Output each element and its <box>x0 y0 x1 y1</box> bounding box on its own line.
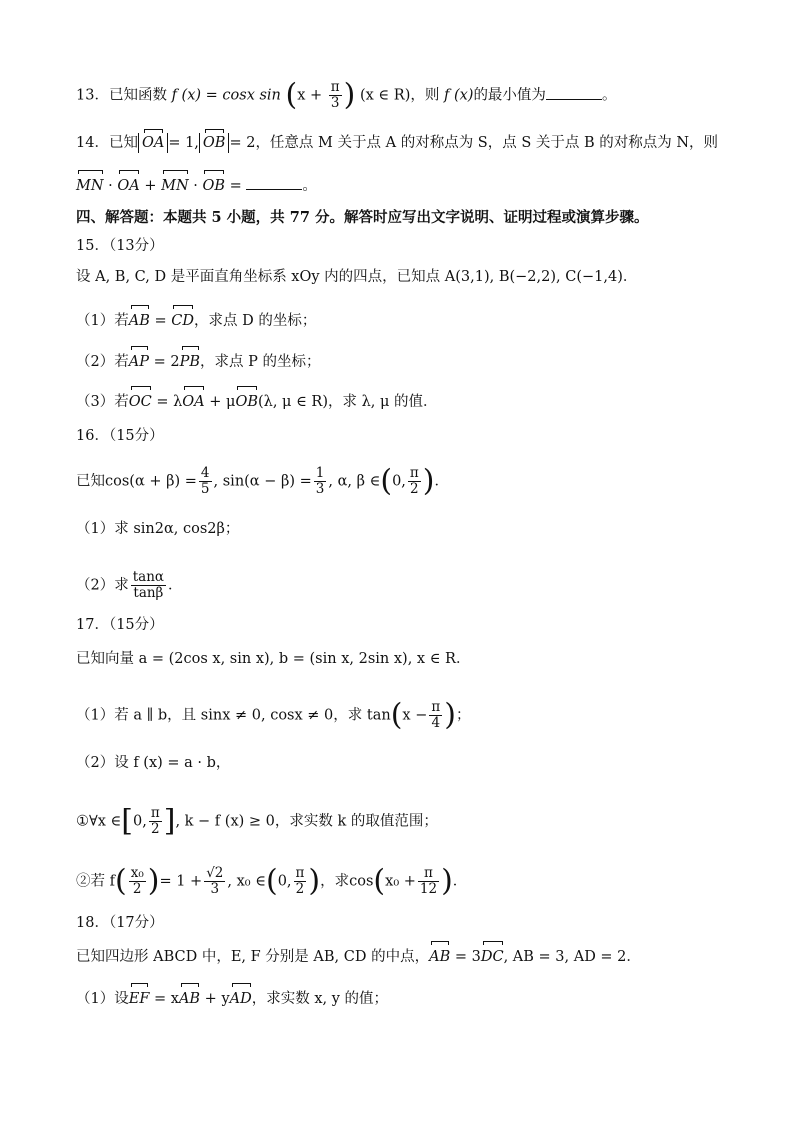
q18-p1-prefix: （1）设 <box>76 991 129 1007</box>
paren-open: ( <box>285 77 298 113</box>
plus: + μ <box>204 394 236 410</box>
eq: = <box>149 313 172 329</box>
q17-cond2 <box>76 863 754 899</box>
vec-ef: EF <box>129 988 150 1010</box>
q17-c2-dom: , x₀ ∈ <box>227 873 266 890</box>
q18-header-text: 18．（17分） <box>76 915 164 931</box>
paren-close: ) <box>343 77 356 113</box>
q16-part1 <box>76 518 754 540</box>
eq: = λ <box>151 394 183 410</box>
q14-eq2: = 2 <box>229 135 256 151</box>
vec-mn: MN <box>161 175 189 197</box>
end: ． <box>168 577 183 594</box>
vec-ap: AP <box>129 351 149 373</box>
frac: $\frac{\pi}{2}$ <box>295 865 305 897</box>
paren-close: ) <box>441 863 453 899</box>
q15-p3-cond: (λ, μ ∈ R) <box>257 394 328 410</box>
vec-dc: DC <box>481 946 504 968</box>
vec-ob: OB <box>202 135 226 151</box>
plus: + <box>139 178 162 194</box>
q18-header <box>76 912 754 934</box>
vec-mn: MN <box>76 175 104 197</box>
q17-header-text: 17．（15分） <box>76 617 164 633</box>
vec-pb: PB <box>180 351 200 373</box>
q17-p2-text: （2）设 f (x) = a · b， <box>76 755 231 771</box>
vec-ob: OB <box>235 391 258 413</box>
q15-p1-suffix: ，求点 D 的坐标； <box>193 313 317 329</box>
q18-intro-a: 已知四边形 ABCD 中，E, F 分别是 AB, CD 的中点， <box>76 949 430 965</box>
frac: $\frac{\pi}{2}$ <box>409 465 419 497</box>
q16-header <box>76 425 754 447</box>
q14-eq1: = 1, <box>168 135 199 151</box>
dot: · <box>103 178 118 194</box>
q15-header <box>76 235 754 257</box>
q16-intro <box>76 463 754 499</box>
q14-line2 <box>76 175 754 197</box>
bracket-close: ] <box>163 803 176 839</box>
paren-open: ( <box>373 863 386 899</box>
q15-intro <box>76 266 754 288</box>
frac: $\frac{√2}{3}$ <box>206 865 224 897</box>
q17-c1-suffix: , k − f (x) ≥ 0，求实数 k 的取值范围； <box>175 813 438 830</box>
paren-open: ( <box>390 697 403 733</box>
end: ． <box>452 873 468 890</box>
q15-p3-suffix: ，求 λ, μ 的值． <box>328 394 438 410</box>
q13-line <box>76 77 754 113</box>
paren-close: ) <box>308 863 321 899</box>
q16-p1-text: （1）求 sin2α, cos2β； <box>76 521 240 537</box>
q17-intro-text: 已知向量 a = (2cos x, sin x), b = (sin x, 2sin x), x ∈ R． <box>76 651 471 667</box>
eq: = 2 <box>148 354 180 370</box>
frac: $\frac{4}{5}$ <box>200 465 210 497</box>
q15-part1 <box>76 310 754 332</box>
vec-oc: OC <box>129 391 152 413</box>
vec-ob: OB <box>202 175 225 197</box>
q17-c2-ask: ，求cos <box>320 873 374 890</box>
abs-ob <box>199 133 230 153</box>
q18-p1-suffix: ，求实数 x, y 的值； <box>251 991 389 1007</box>
vec-ab: AB <box>429 946 450 968</box>
eq: = <box>225 178 247 194</box>
q15-p2-prefix: （2）若 <box>76 354 129 370</box>
paren-open: ( <box>265 863 278 899</box>
vec-ab: AB <box>179 988 200 1010</box>
q17-p1-inner: x − <box>402 707 428 724</box>
section-title-text: 四、解答题：本题共 5 小题，共 77 分。解答时应写出文字说明、证明过程或演算步骤。 <box>76 209 649 226</box>
dot: · <box>188 178 203 194</box>
q13-domain: (x ∈ R) <box>359 87 411 104</box>
vec-ab: AB <box>129 310 150 332</box>
q15-p1-prefix: （1）若 <box>76 313 129 329</box>
vec-ad: AD <box>230 988 252 1010</box>
paren-close: ) <box>147 863 160 899</box>
q15-part3 <box>76 391 754 413</box>
frac: $\frac{\pi}{12}$ <box>419 865 438 897</box>
q17-part1 <box>76 697 754 733</box>
q15-part2 <box>76 351 754 373</box>
q16-intro-a: 已知cos(α + β) = <box>76 473 197 490</box>
q18-intro-b: , AB = 3, AD = 2． <box>503 949 641 965</box>
q17-c2-prefix: ②若 f <box>76 873 115 890</box>
frac: $\frac{\tan\alpha}{\tan\beta}$ <box>132 569 165 601</box>
vec-oa: OA <box>117 175 139 197</box>
eq: = 3 <box>450 949 481 965</box>
bracket-open: [ <box>121 803 133 839</box>
q14-line1 <box>76 132 754 154</box>
q17-header <box>76 614 754 636</box>
q13-end: 。 <box>601 87 617 104</box>
paren-open: ( <box>380 463 393 499</box>
q13-frac: $\frac{\pi}{3}$ <box>330 79 340 111</box>
q17-p1-prefix: （1）若 a ∥ b，且 sinx ≠ 0, cosx ≠ 0，求 tan <box>76 707 391 724</box>
frac: $\frac{\pi}{2}$ <box>150 805 160 837</box>
q15-p3-prefix: （3）若 <box>76 394 129 410</box>
vec-cd: CD <box>171 310 194 332</box>
q17-c2-mid: = 1 + <box>159 873 203 890</box>
vec-oa: OA <box>141 135 165 151</box>
section-title <box>76 207 754 229</box>
q13-inner: x + <box>297 87 323 104</box>
end: ； <box>455 707 471 724</box>
q17-part2 <box>76 752 754 774</box>
paren-close: ) <box>444 697 456 733</box>
abs-oa <box>138 133 168 153</box>
q15-intro-text: 设 A, B, C, D 是平面直角坐标系 xOy 内的四点，已知点 A(3,1), B(−2,2), C(−1,4)． <box>76 269 638 285</box>
q13-prefix: 13．已知函数 <box>76 87 167 104</box>
paren-close: ) <box>422 463 435 499</box>
q14-end: 。 <box>302 178 317 194</box>
interval-start: 0, <box>392 473 406 490</box>
q17-c1-prefix: ①∀x ∈ <box>76 813 122 830</box>
q13-mid: ，则 <box>410 87 440 104</box>
q15-p2-suffix: ，求点 P 的坐标； <box>199 354 321 370</box>
q13-func2: f (x) <box>443 87 474 104</box>
q17-cond1 <box>76 803 754 839</box>
paren-open: ( <box>114 863 127 899</box>
plus: + y <box>200 991 230 1007</box>
q18-part1 <box>76 988 754 1010</box>
interval-start: 0, <box>277 873 292 890</box>
frac: $\frac{\text{x₀}}{2}$ <box>130 865 144 897</box>
q13-func: f (x) = cosx sin <box>171 87 281 104</box>
q16-header-text: 16．（15分） <box>76 428 164 444</box>
q16-intro-b: , sin(α − β) = <box>213 473 312 490</box>
frac: $\frac{\pi}{4}$ <box>431 699 441 731</box>
q15-header-text: 15．（13分） <box>76 238 164 254</box>
q16-part2 <box>76 570 754 601</box>
answer-blank[interactable] <box>246 175 302 190</box>
q17-intro <box>76 648 754 670</box>
answer-blank[interactable] <box>546 85 602 100</box>
q18-intro <box>76 946 754 968</box>
q13-suffix: 的最小值为 <box>473 87 546 104</box>
q14-prefix: 14．已知 <box>76 135 138 151</box>
q14-suffix: ，任意点 M 关于点 A 的对称点为 S，点 S 关于点 B 的对称点为 N，则 <box>255 135 719 151</box>
q16-p2-prefix: （2）求 <box>76 577 129 594</box>
q16-intro-c: , α, β ∈ <box>328 473 381 490</box>
frac: $\frac{1}{3}$ <box>315 465 325 497</box>
vec-oa: OA <box>182 391 204 413</box>
end: ． <box>434 473 449 490</box>
eq: = x <box>149 991 179 1007</box>
q17-c2-x0: x₀ + <box>385 873 416 890</box>
interval-start: 0, <box>133 813 147 830</box>
